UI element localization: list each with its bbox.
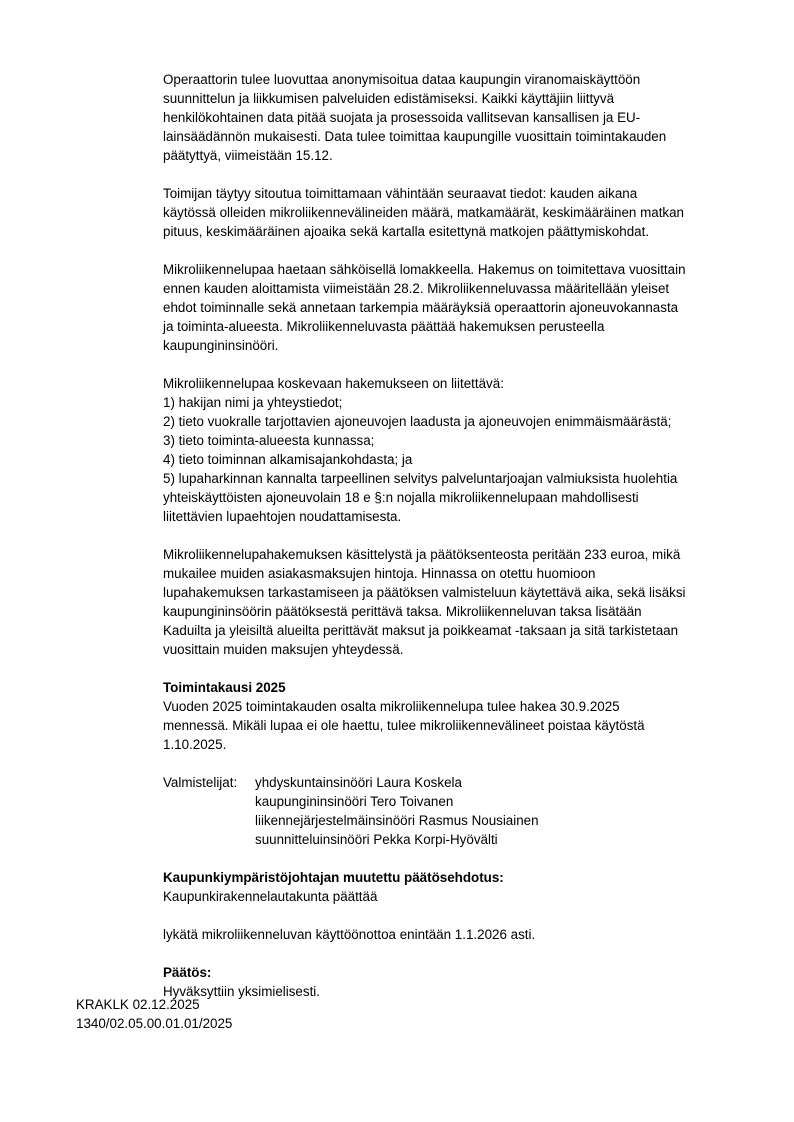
text-line: henkilökohtainen data pitää suojata ja prosessoida vallitsevan kansallisen ja EU- (163, 110, 641, 125)
document-footer (76, 995, 232, 1033)
preparer-name: suunnitteluinsinööri Pekka Korpi-Hyövälti (255, 832, 498, 847)
section-heading: Toimintakausi 2025 (163, 680, 286, 695)
list-item: 3) tieto toiminta-alueesta kunnassa; (163, 433, 375, 448)
section-heading: Kaupunkiympäristöjohtajan muutettu päätösehdotus: (163, 870, 504, 885)
text-line: Mikroliikennelupaa haetaan sähköisellä lomakkeella. Hakemus on toimitettava vuosittain (163, 262, 686, 277)
text-line: lainsäädännön mukaisesti. Data tulee toimittaa kaupungille vuosittain toimintakauden (163, 129, 667, 144)
list-item: 2) tieto vuokralle tarjottavien ajoneuvojen laadusta ja ajoneuvojen enimmäismäärästä; (163, 414, 672, 429)
list-item-continuation: liitettävien lupaehtojen noudattamisesta. (163, 509, 402, 524)
section-proposal (163, 868, 743, 906)
preparer-name: liikennejärjestelmäinsinööri Rasmus Nousiainen (255, 813, 539, 828)
meeting-reference: KRAKLK 02.12.2025 (76, 997, 200, 1012)
list-item: 5) lupaharkinnan kannalta tarpeellinen selvitys palveluntarjoajan valmiuksista huolehtia (163, 471, 678, 486)
text-line: käytössä olleiden mikroliikennevälineiden määrä, matkamäärät, keskimääräinen matkan (163, 205, 684, 220)
section-decision (163, 963, 743, 1001)
text-line: lykätä mikroliikenneluvan käyttöönottoa enintään 1.1.2026 asti. (163, 927, 536, 942)
text-line: 1.10.2025. (163, 737, 227, 752)
paragraph-application (163, 260, 743, 355)
text-line: Toimijan täytyy sitoutua toimittamaan vähintään seuraavat tiedot: kauden aikana (163, 186, 638, 201)
proposal-resolution (163, 925, 743, 944)
section-preparers (163, 773, 743, 849)
text-line: Operaattorin tulee luovuttaa anonymisoitua dataa kaupungin viranomaiskäyttöön (163, 72, 641, 87)
paragraph-required-data (163, 184, 743, 241)
text-line: kaupungininsöörin päätöksestä perittävä taksa. Mikroliikenneluvan taksa lisätään (163, 604, 642, 619)
text-line: Hyväksyttiin yksimielisesti. (163, 984, 320, 999)
text-line: kaupungininsinööri. (163, 338, 279, 353)
text-line: Kaupunkirakennelautakunta päättää (163, 889, 378, 904)
text-line: mukailee muiden asiakasmaksujen hintoja. Hinnassa on otettu huomioon (163, 566, 596, 581)
list-intro: Mikroliikennelupaa koskevaan hakemukseen on liitettävä: (163, 376, 504, 391)
section-season-2025 (163, 678, 743, 754)
text-line: Vuoden 2025 toimintakauden osalta mikroliikennelupa tulee hakea 30.9.2025 (163, 699, 620, 714)
text-line: lupahakemuksen tarkastamiseen ja päätöksen valmisteluun käytettävä aika, sekä lisäksi (163, 585, 686, 600)
text-line: ennen kauden aloittamista viimeistään 28.2. Mikroliikenneluvassa määritellään yleiset (163, 281, 670, 296)
section-heading: Päätös: (163, 965, 212, 980)
document-body (163, 70, 743, 1020)
paragraph-data-delivery (163, 70, 743, 165)
text-line: ja toiminta-alueesta. Mikroliikenneluvasta päättää hakemuksen perusteella (163, 319, 605, 334)
case-number: 1340/02.05.00.01.01/2025 (76, 1016, 233, 1031)
preparer-name: kaupungininsinööri Tero Toivanen (255, 794, 454, 809)
text-line: ehdot toiminnalle sekä annetaan tarkempia määräyksiä operaattorin ajoneuvokannasta (163, 300, 679, 315)
list-item-continuation: yhteiskäyttöisten ajoneuvolain 18 e §:n nojalla mikroliikennelupaan mahdollisesti (163, 490, 639, 505)
text-line: pituus, keskimääräinen ajoaika sekä kartalla esitettynä matkojen päättymiskohdat. (163, 224, 650, 239)
paragraph-attachments-list (163, 374, 743, 526)
text-line: suunnittelun ja liikkumisen palveluiden edistämiseksi. Kaikki käyttäjiin liittyvä (163, 91, 615, 106)
list-item: 1) hakijan nimi ja yhteystiedot; (163, 395, 343, 410)
preparers-label: Valmistelijat: (163, 775, 238, 790)
text-line: Mikroliikennelupahakemuksen käsittelystä ja päätöksenteosta peritään 233 euroa, mikä (163, 547, 681, 562)
text-line: Kaduilta ja yleisiltä alueilta perittävät maksut ja poikkeamat -taksaan ja sitä tarkistetaan (163, 623, 679, 638)
text-line: päätyttyä, viimeistään 15.12. (163, 148, 333, 163)
list-item: 4) tieto toiminnan alkamisajankohdasta; ja (163, 452, 413, 467)
paragraph-fees (163, 545, 743, 659)
text-line: mennessä. Mikäli lupaa ei ole haettu, tulee mikroliikennevälineet poistaa käytöstä (163, 718, 645, 733)
preparer-name: yhdyskuntainsinööri Laura Koskela (255, 775, 462, 790)
text-line: vuosittain muiden maksujen yhteydessä. (163, 642, 404, 657)
